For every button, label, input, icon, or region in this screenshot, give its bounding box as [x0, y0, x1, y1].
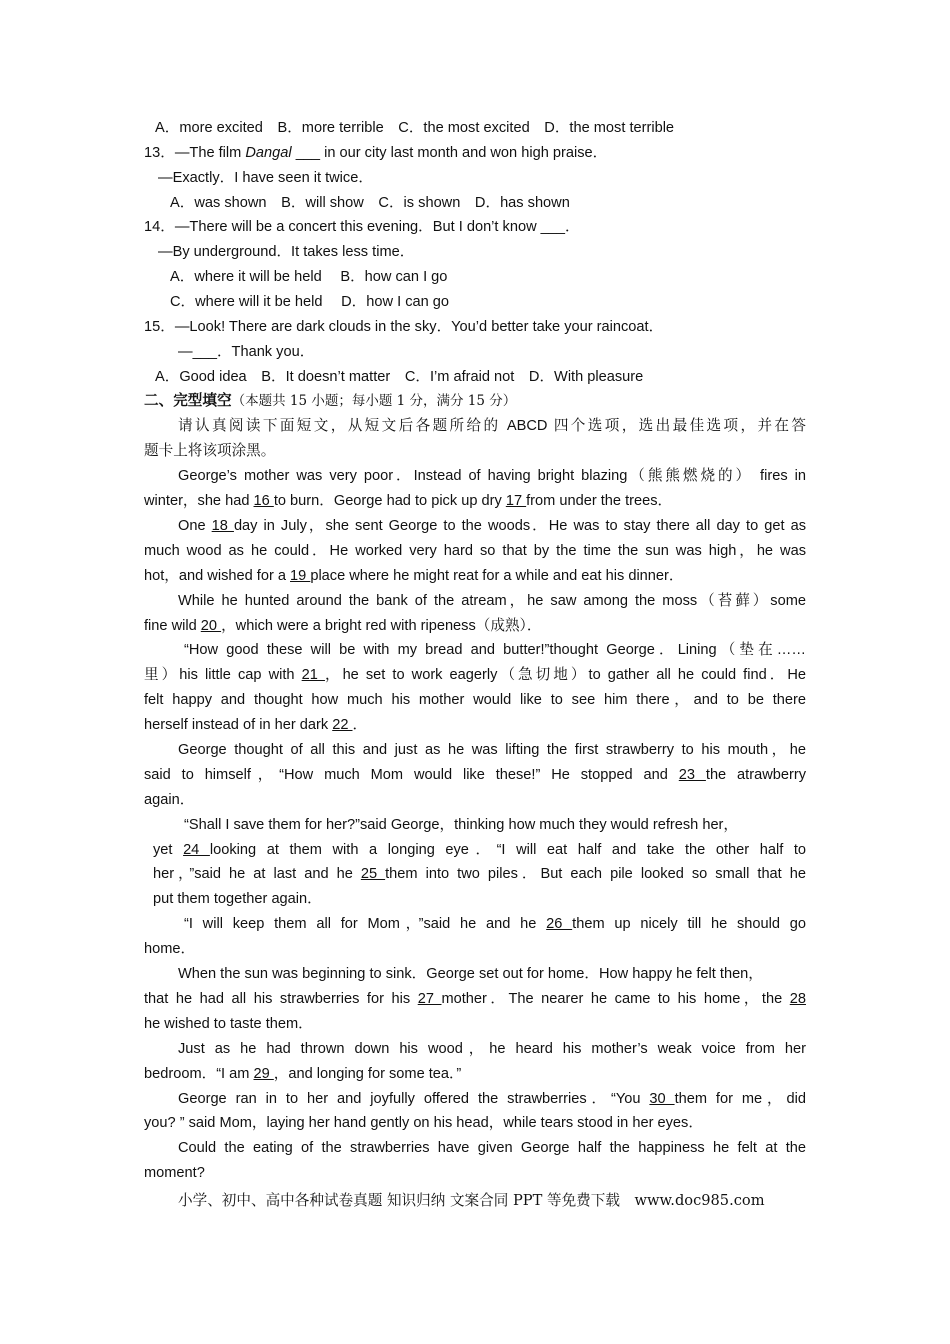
passage-line-21: When the sun was beginning to sink．George set out for home．How happy he felt then， [178, 966, 763, 982]
q15-options: A．Good idea B．It doesn’t matter C．I’m afraid not D．With pleasure [155, 369, 644, 385]
passage-line-27: you? ” said Mom，laying her hand gently on his head，while tears stood in her eyes． [144, 1115, 703, 1131]
q13-reply: —Exactly．I have seen it twice． [158, 170, 373, 186]
blank-30: 30 [649, 1091, 675, 1107]
film-title: Dangal [245, 145, 292, 161]
text: George ran in to her and joyfully offered the strawberries．“You [178, 1091, 650, 1107]
passage-line-20: home． [144, 941, 196, 957]
q15-prompt: 15．—Look! There are dark clouds in the sky．You’d better take your raincoat． [144, 319, 664, 335]
q14-blank: ___ [540, 219, 566, 235]
passage-line-11 [144, 716, 367, 734]
passage-line-18: put them together again． [153, 891, 322, 907]
text: herself instead of in her dark [144, 717, 333, 733]
q15-blank: ___ [192, 344, 217, 360]
q14-prompt [144, 218, 580, 236]
passage-line-10: felt happy and thought how much his mother would like to see him there，and to be there [144, 692, 806, 708]
text: them up nicely till he should go [572, 916, 806, 932]
q14-options-cd: C．where will it be held D．how I can go [170, 294, 450, 310]
text: the atrawberry [705, 767, 806, 783]
q14-reply: —By underground．It takes less time． [158, 244, 415, 260]
blank-28: 28 [789, 991, 806, 1007]
text: ，he set to work eagerly（急切地）to gather all he could find．He [324, 667, 807, 683]
blank-25: 25 [360, 866, 386, 882]
passage-line-13 [144, 766, 806, 784]
blank-21: 21 [301, 667, 325, 683]
blank-23: 23 [678, 767, 706, 783]
blank-27: 27 [417, 991, 442, 1007]
text: that he had all his strawberries for his [144, 991, 418, 1007]
passage-line-02 [144, 492, 672, 510]
passage-line-19 [184, 915, 806, 933]
q14-options-ab: A．where it will be held B．how can I go [170, 269, 448, 285]
q14-post: ． [565, 219, 580, 235]
text: them for me，did [674, 1091, 806, 1107]
passage-line-28: Could the eating of the strawberries have given George half the happiness he felt at the [178, 1140, 806, 1156]
q13-pre: 13．—The film [144, 145, 246, 161]
text: place where he might reat for a while and eat his dinner． [310, 568, 684, 584]
text: them into two piles．But each pile looked so small that he [385, 866, 806, 882]
q13-prompt [144, 144, 607, 162]
passage-line-06: While he hunted around the bank of the atream，he saw among the moss（苔藓）some [178, 593, 806, 609]
passage-line-04: much wood as he could．He worked very hard so that by the time the sun was high，he was [144, 543, 806, 559]
blank-18: 18 [211, 518, 234, 534]
passage-line-12: George thought of all this and just as he was lifting the first strawberry to his mouth，he [178, 742, 806, 758]
blank-20: 20 [200, 618, 222, 634]
blank-24: 24 [183, 842, 210, 858]
passage-line-03 [178, 517, 806, 535]
q13-options: A．was shown B．will show C．is shown D．has shown [170, 195, 570, 211]
blank-22: 22 [332, 717, 353, 733]
blank-16: 16 [253, 493, 274, 509]
q15-reply [178, 343, 314, 361]
text: said to himself，“How much Mom would like these!” He stopped and [144, 767, 679, 783]
blank-19: 19 [290, 568, 311, 584]
text: to burn．George had to pick up dry [273, 493, 506, 509]
section2-title: 二、完型填空 [144, 393, 232, 409]
passage-line-08: “How good these will be with my bread and butter!”thought George．Lining（垫在…… [184, 642, 806, 658]
q14-pre: 14．—There will be a concert this evening．But I don’t know [144, 219, 541, 235]
q13-post: in our city last month and won high praise． [320, 145, 608, 161]
passage-line-26 [178, 1090, 806, 1108]
passage-line-09 [144, 666, 806, 684]
passage-line-15: “Shall I save them for her?”said George，thinking how much they would refresh her， [184, 817, 739, 833]
text: her，”said he at last and he [153, 866, 361, 882]
text: ，and longing for some tea．” [273, 1066, 462, 1082]
text: mother．The nearer he came to his home，the [441, 991, 790, 1007]
text: looking at them with a longing eye．“I will eat half and take the other half to [209, 842, 807, 858]
passage-line-25 [144, 1065, 461, 1083]
text: hot，and wished for a [144, 568, 291, 584]
text: “I will keep them all for Mom，”said he and he [184, 916, 547, 932]
passage-line-24: Just as he had thrown down his wood，he heard his mother’s weak voice from her [178, 1041, 806, 1057]
passage-line-07 [144, 617, 541, 635]
passage-line-17 [153, 865, 806, 883]
text: yet [153, 842, 184, 858]
passage-line-14: again． [144, 792, 195, 808]
text: ． [352, 717, 368, 733]
q15-reply-pre: — [178, 344, 193, 360]
footer-text: 小学、初中、高中各种试卷真题 知识归纳 文案合同 PPT 等免费下载 www.doc985.com [178, 1192, 765, 1209]
q13-blank: ___ [295, 145, 321, 161]
passage-line-22 [144, 990, 806, 1008]
instruction-line-2: 题卡上将该项涂黑。 [144, 443, 276, 459]
q15-reply-post: ．Thank you． [216, 344, 315, 360]
text: One [178, 518, 212, 534]
passage-line-16 [153, 841, 806, 859]
section2-note: （本题共 15 小题；每小题 1 分，满分 15 分） [231, 393, 517, 409]
text: winter，she had [144, 493, 254, 509]
instruction-line-1: 请认真阅读下面短文，从短文后各题所给的 ABCD 四个选项，选出最佳选项，并在答 [178, 418, 806, 434]
blank-29: 29 [253, 1066, 274, 1082]
blank-26: 26 [546, 916, 573, 932]
text: from under the trees． [526, 493, 673, 509]
blank-17: 17 [505, 493, 527, 509]
text: ，which were a bright red with ripeness（成熟）． [221, 618, 542, 634]
passage-line-01: George’s mother was very poor．Instead of having bright blazing（熊熊燃烧的） fires in [178, 468, 806, 484]
text: day in July，she sent George to the woods．He was to stay there all day to get as [233, 518, 806, 534]
passage-line-29: moment? [144, 1165, 205, 1181]
text: bedroom．“I am [144, 1066, 254, 1082]
text: 里）his little cap with [144, 667, 302, 683]
passage-line-05 [144, 567, 684, 585]
text: fine wild [144, 618, 201, 634]
passage-line-23: he wished to taste them． [144, 1016, 313, 1032]
q12-options: A．more excited B．more terrible C．the most excited D．the most terrible [155, 120, 675, 136]
section2-heading [144, 392, 516, 410]
